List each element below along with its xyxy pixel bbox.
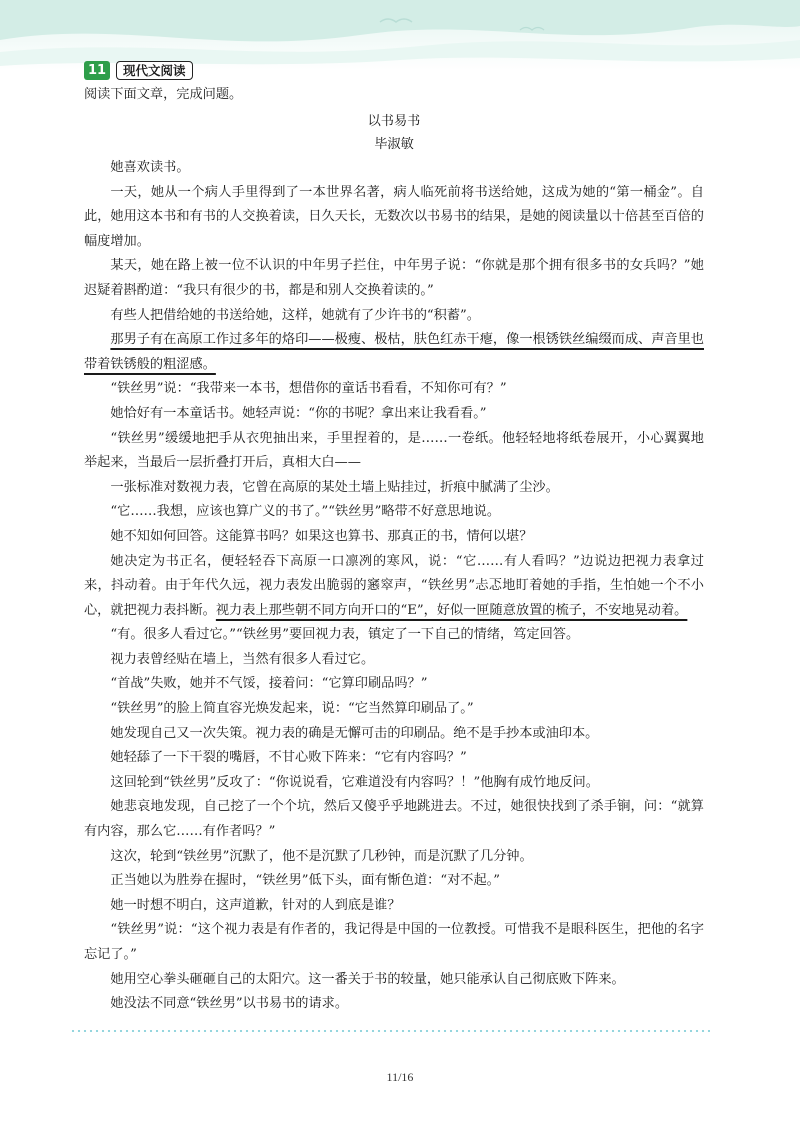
article-paragraph [84, 795, 704, 844]
paragraph-text: “首战”失败，她并不气馁，接着问：“它算印刷品吗？” [110, 676, 428, 692]
paragraph-text: “铁丝男”说：“我带来一本书，想借你的童话书看看，不知你可有？” [110, 381, 507, 397]
article-paragraph [84, 992, 704, 1017]
paragraph-text: 她一时想不明白，这声道歉，针对的人到底是谁？ [110, 897, 401, 913]
article-paragraph [84, 697, 704, 722]
paragraph-text: “铁丝男”说：“这个视力表是有作者的，我记得是中国的一位教授。可惜我不是眼科医生，把他的名字忘记了。” [84, 922, 704, 962]
paragraph-text: “铁丝男”缓缓地把手从衣兜抽出来，手里捏着的，是……一卷纸。他轻轻地将纸卷展开，小心翼翼地举起来，当最后一层折叠打开后，真相大白—— [84, 430, 704, 471]
article-paragraph [84, 156, 704, 181]
article-paragraph [84, 500, 704, 525]
article-paragraph [84, 181, 704, 255]
paragraph-text: 一天，她从一个病人手里得到了一本世界名著，病人临死前将书送给她，这成为她的“第一桶金”。自此，她用这本书和有书的人交换着读，日久天长，无数次以书易书的结果，是她的阅读量以十倍甚至百倍的幅度增加。 [84, 184, 704, 249]
paragraph-text: “铁丝男”的脸上简直容光焕发起来，说：“它当然算印刷品了。” [110, 701, 474, 717]
paragraph-text: 她没法不同意“铁丝男”以书易书的请求。 [110, 996, 349, 1012]
article-paragraph [84, 894, 704, 919]
paragraph-text: 这回轮到“铁丝男”反攻了：“你说说看，它难道没有内容吗？！”他胸有成竹地反问。 [110, 774, 599, 790]
article-paragraph [84, 623, 704, 648]
article-paragraph [84, 845, 704, 870]
article-paragraph [84, 672, 704, 697]
page-number: 11/16 [386, 1070, 414, 1084]
article-paragraph [84, 771, 704, 796]
article-paragraph [84, 918, 704, 967]
footer-divider [70, 1030, 710, 1032]
section-number-badge: 11 [84, 61, 110, 80]
paragraph-text: 她恰好有一本童话书。她轻声说：“你的书呢？拿出来让我看看。” [110, 405, 487, 421]
paragraph-text: 她轻舔了一下干裂的嘴唇，不甘心败下阵来：“它有内容吗？” [110, 750, 467, 766]
paragraph-text: 她用空心拳头砸砸自己的太阳穴。这一番关于书的较量，她只能承认自己彻底败下阵来。 [110, 971, 625, 987]
paragraph-text: 正当她以为胜券在握时，“铁丝男”低下头，面有惭色道：“对不起。” [110, 873, 501, 889]
article-paragraph [84, 402, 704, 427]
paragraph-text: 她喜欢读书。 [110, 160, 190, 175]
article-paragraph [84, 254, 704, 303]
paragraph-text: “它……我想，应该也算广义的书了。”“铁丝男”略带不好意思地说。 [110, 504, 501, 520]
paragraph-text: 她发现自己又一次失策。视力表的确是无懈可击的印刷品。绝不是手抄本或油印本。 [110, 725, 599, 741]
article-paragraph [84, 328, 704, 377]
article-paragraph [84, 476, 704, 501]
section-title: 现代文阅读 [116, 61, 193, 80]
underlined-sentence: 那男子有在高原工作过多年的烙印——极瘦、极枯，肤色红赤干瘪，像一根锈铁丝编缀而成、声音里也带着铁锈般的粗涩感。 [84, 332, 704, 372]
section-header [84, 60, 193, 80]
article-paragraph [84, 427, 704, 476]
paragraph-text: 有些人把借给她的书送给她，这样，她就有了少许书的“积蓄”。 [110, 307, 480, 323]
article-paragraph [84, 304, 704, 329]
article-paragraph [84, 648, 704, 673]
paragraph-text: 视力表曾经贴在墙上，当然有很多人看过它。 [110, 651, 375, 667]
article-paragraph [84, 550, 704, 624]
article-paragraph [84, 968, 704, 993]
paragraph-text: 这次，轮到“铁丝男”沉默了，他不是沉默了几秒钟，而是沉默了几分钟。 [110, 848, 533, 864]
article-title: 以书易书 [367, 114, 421, 129]
article-paragraph [84, 746, 704, 771]
paragraph-text: “有。很多人看过它。”“铁丝男”要回视力表，镇定了一下自己的情绪，笃定回答。 [110, 627, 580, 643]
article-paragraph [84, 722, 704, 747]
article-paragraph [84, 377, 704, 402]
article-author: 毕淑敏 [374, 137, 414, 152]
underlined-sentence: 视力表上那些朝不同方向开口的“E”，好似一匣随意放置的梳子，不安地晃动着。 [215, 602, 688, 618]
paragraph-text: 她不知如何回答。这能算书吗？如果这也算书、那真正的书，情何以堪？ [110, 528, 533, 544]
paragraph-text: 某天，她在路上被一位不认识的中年男子拦住，中年男子说：“你就是那个拥有很多书的女兵吗？”她迟疑着斟酌道：“我只有很少的书，都是和别人交换着读的。” [84, 258, 704, 298]
instruction-text: 阅读下面文章，完成问题。 [84, 87, 243, 102]
article-paragraph [84, 525, 704, 550]
article-body [84, 156, 704, 1017]
paragraph-text: 她决定为书正名，便轻轻吞下高原一口凛冽的寒风，说：“它……有人看吗？”边说边把视力表拿过来，抖动着。由于年代久远，视力表发出脆弱的窸窣声，“铁丝男”忐忑地盯着她的手指，生怕她一个不小心，就把视力表抖断。 [84, 553, 704, 618]
paragraph-text: 一张标准对数视力表，它曾在高原的某处土墙上贴挂过，折痕中腻满了尘沙。 [110, 479, 559, 495]
reading-content [84, 84, 704, 1017]
paragraph-text: 她悲哀地发现，自己挖了一个个坑，然后又傻乎乎地跳进去。不过，她很快找到了杀手锏，问：“就算有内容，那么它……有作者吗？” [84, 799, 704, 840]
article-paragraph [84, 869, 704, 894]
